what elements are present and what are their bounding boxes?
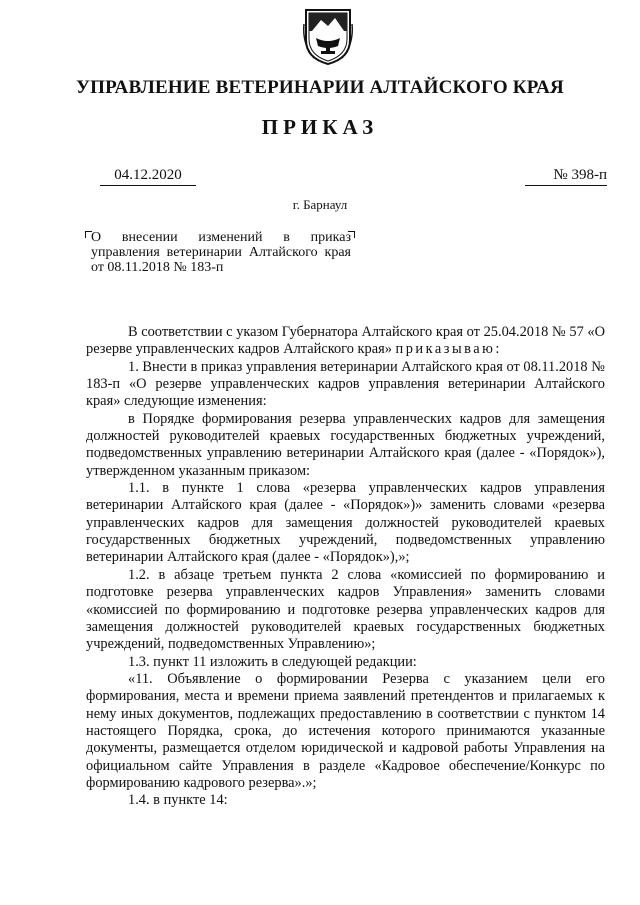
paragraph-1: 1. Внести в приказ управления ветеринарии Алтайского края от 08.11.2018 № 183-п «О резерве управленческих кадров управления ветеринарии Алтайского края» следующие изменения: [86,358,605,410]
document-type: ПРИКАЗ [261,115,379,139]
subject-right-bracket [348,231,355,238]
document-city: г. Барнаул [292,197,348,212]
document-body [86,324,605,810]
subject-text: О внесении изменений в приказ управления ветеринарии Алтайского края от 08.11.2018 № 183-п [91,230,351,275]
altai-coat-of-arms-icon [302,4,354,66]
document-number: № 398-п [525,167,607,186]
paragraph-11-quote: «11. Объявление о формировании Резерва с указанием цели его формирования, места и времени приема заявлений претендентов и прилагаемых к нему иных документов, подлежащих предоставлению в соответствии с пунктом 14 настоящего Порядка, срока, до истечения которого принимаются указанные документы, размещается отделом юридической и кадровой работы Управления на официальном сайте Управления в разделе «Кадровое обеспечение/Конкурс по формированию кадрового резерва».»; [86,670,605,791]
organization-name: УПРАВЛЕНИЕ ВЕТЕРИНАРИИ АЛТАЙСКОГО КРАЯ [76,77,564,98]
paragraph-2: в Порядке формирования резерва управленческих кадров для замещения должностей руководителей краевых государственных бюджетных учреждений, подведомственных управлению ветеринарии Алтайского края (далее - «Порядок»), утвержденном указанным приказом: [86,410,605,479]
subject-left-bracket [85,231,92,238]
order-word: приказываю: [395,341,502,358]
paragraph-1-2: 1.2. в абзаце третьем пункта 2 слова «комиссией по формированию и подготовке резерва управленческих кадров Управления» заменить словами «комиссией по формированию и подготовке резерва управленческих кадров для замещения должностей руководителей краевых государственных бюджетных учреждений, подведомственных Управлению»; [86,566,605,653]
document-date: 04.12.2020 [100,167,196,186]
intro-text: В соответствии с указом Губернатора Алтайского края от 25.04.2018 № 57 «О резерве управленческих кадров Алтайского края» [86,324,605,358]
paragraph-1-4: 1.4. в пункте 14: [128,792,228,809]
document-subject [91,230,351,275]
paragraph-1-1: 1.1. в пункте 1 слова «резерва управленческих кадров управления ветеринарии Алтайского края (далее - «Порядок»)» заменить словами «резерва управленческих кадров для замещения должностей руководителей краевых государственных бюджетных учреждений, подведомственных управлению ветеринарии Алтайского края (далее - «Порядок»),»; [86,480,605,566]
intro-paragraph [86,324,605,359]
paragraph-1-3: 1.3. пункт 11 изложить в следующей редакции: [128,653,417,670]
